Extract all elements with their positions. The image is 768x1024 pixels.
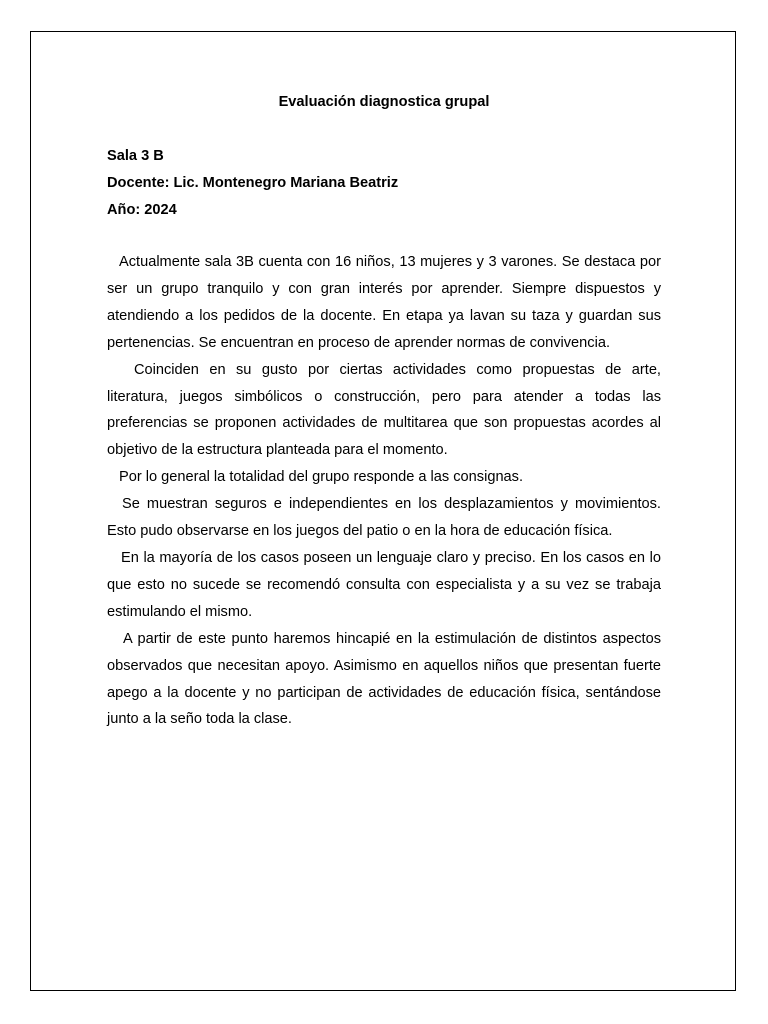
teacher-label: Docente: Lic. Montenegro Mariana Beatriz [107, 175, 399, 191]
paragraph: Por lo general la totalidad del grupo responde a las consignas. [119, 469, 524, 486]
paragraph: Actualmente sala 3B cuenta con 16 niños, 13 mujeres y 3 varones. Se destaca por ser un grupo tranquilo y con gran interés por aprender. Siempre dispuestos y atendiendo a los pedidos de la docente. En etapa ya lavan su taza y guardan sus pertenencias. Se encuentran en proceso de aprender normas de convivencia. [107, 254, 661, 351]
document-header-info [107, 143, 661, 224]
document-body [107, 249, 661, 733]
paragraph: Se muestran seguros e independientes en los desplazamientos y movimientos. Esto pudo observarse en los juegos del patio o en la hora de educación física. [107, 496, 661, 540]
paragraph: A partir de este punto haremos hincapié en la estimulación de distintos aspectos observados que necesitan apoyo. Asimismo en aquellos niños que presentan fuerte apego a la docente y no participan de actividades de educación física, sentándose junto a la seño toda la clase. [107, 630, 661, 728]
document-title: Evaluación diagnostica grupal [278, 94, 490, 110]
paragraph: En la mayoría de los casos poseen un lenguaje claro y preciso. En los casos en lo que esto no sucede se recomendó consulta con especialista y a su vez se trabaja estimulando el mismo. [107, 549, 661, 620]
paragraph: Coinciden en su gusto por ciertas actividades como propuestas de arte, literatura, juegos simbólicos o construcción, pero para atender a todas las preferencias se proponen actividades de multitarea que son propuestas acordes al objetivo de la estructura planteada para el momento. [107, 361, 661, 459]
document-content [107, 90, 661, 733]
classroom-label: Sala 3 B [107, 148, 164, 164]
document-page [30, 31, 736, 991]
year-label: Año: 2024 [107, 202, 177, 218]
